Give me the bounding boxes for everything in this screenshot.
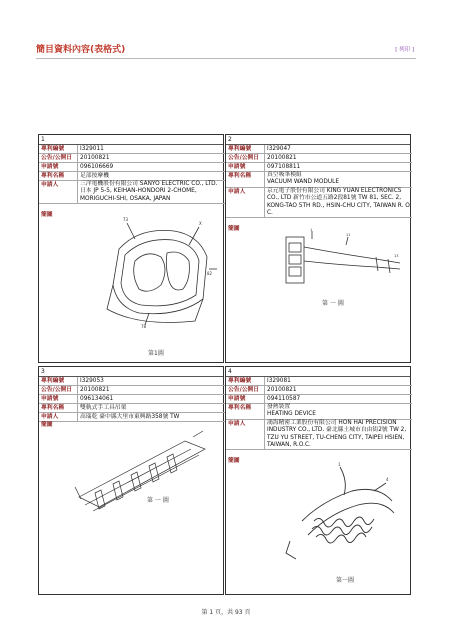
figure-caption: 第一圖 bbox=[336, 577, 355, 584]
svg-text:82: 82 bbox=[207, 271, 213, 276]
field-app-no: 申請號 096134061 bbox=[39, 395, 225, 404]
svg-text:X: X bbox=[199, 221, 202, 226]
patent-drawing-foot-massager[interactable] bbox=[99, 209, 219, 329]
record-index: 2 bbox=[228, 136, 232, 143]
patent-drawing-heating-device[interactable] bbox=[282, 461, 406, 565]
record-card-3 bbox=[38, 366, 224, 595]
figure-caption: 第 一 圖 bbox=[147, 497, 169, 504]
field-app-no: 申請號 096106669 bbox=[39, 163, 225, 172]
record-index: 3 bbox=[41, 368, 45, 375]
field-name: 專利名稱 真空吸筆模組 VACUUM WAND MODULE bbox=[226, 172, 412, 188]
patent-drawing-tool-rack[interactable] bbox=[73, 427, 213, 527]
image-label: 簡圖 bbox=[41, 422, 53, 428]
record-card-1 bbox=[38, 134, 224, 363]
field-name: 專利名稱 雙軌式手工具吊架 bbox=[39, 404, 225, 413]
figure-caption: 第1圖 bbox=[148, 350, 164, 357]
field-applicant: 申請人 三洋電機股份有限公司 SANYO ELECTRIC CO., LTD. 日本 JP 5-5, KEIHAN-HONDORI 2-CHOME, MORIGUCHI-SHI, OSAKA, JAPAN bbox=[39, 181, 225, 204]
patent-drawing-vacuum-wand[interactable] bbox=[276, 227, 406, 297]
field-pub-date: 公告/公開日 20100821 bbox=[226, 154, 412, 163]
patent-no-link[interactable]: I329081 bbox=[267, 378, 291, 384]
page-title: 簡目資料內容(表格式) bbox=[36, 45, 126, 55]
page-footer: 第 1 頁，共 93 頁 bbox=[201, 609, 251, 616]
record-card-4 bbox=[225, 366, 411, 595]
svg-text:11: 11 bbox=[346, 233, 351, 237]
patent-no-link[interactable]: I329047 bbox=[267, 146, 291, 152]
field-patent-no: 專利編號 I329053 bbox=[39, 377, 225, 386]
field-pub-date: 公告/公開日 20100821 bbox=[39, 386, 225, 395]
field-name: 專利名稱 足部按摩機 bbox=[39, 172, 225, 181]
svg-text:73: 73 bbox=[123, 217, 129, 222]
svg-text:78: 78 bbox=[141, 324, 147, 329]
svg-text:1: 1 bbox=[310, 228, 313, 232]
record-index: 4 bbox=[228, 368, 232, 375]
field-name: 專利名稱 發熱裝置 HEATING DEVICE bbox=[226, 404, 412, 420]
svg-text:13: 13 bbox=[394, 254, 399, 258]
image-label: 簡圖 bbox=[228, 458, 240, 464]
field-pub-date: 公告/公開日 20100821 bbox=[226, 386, 412, 395]
image-label: 簡圖 bbox=[228, 226, 240, 232]
field-app-no: 申請號 094110587 bbox=[226, 395, 412, 404]
svg-text:4: 4 bbox=[386, 477, 389, 482]
field-applicant: 申請人 鴻海精密工業股份有限公司 HON HAI PRECISION INDUSTRY CO., LTD. 臺北縣土城市自由街2號 TW 2, TZU YU STREET, TU-CHENG CITY, TAIPEI HSIEN, TAIWAN, R.O.C. bbox=[226, 420, 412, 451]
patent-no-link[interactable]: I329011 bbox=[80, 146, 104, 152]
print-link[interactable]: [ 列印 ] bbox=[395, 47, 414, 53]
patent-no-link[interactable]: I329053 bbox=[80, 378, 104, 384]
image-label: 簡圖 bbox=[41, 212, 53, 218]
records-grid bbox=[38, 134, 412, 596]
field-applicant: 申請人 高瑞乾 臺中縣大里市東興路358號 TW bbox=[39, 413, 225, 422]
title-divider bbox=[36, 58, 416, 59]
svg-text:1: 1 bbox=[338, 462, 341, 467]
field-app-no: 申請號 097108811 bbox=[226, 163, 412, 172]
record-card-2 bbox=[225, 134, 411, 363]
field-patent-no: 專利編號 I329081 bbox=[226, 377, 412, 386]
field-pub-date: 公告/公開日 20100821 bbox=[39, 154, 225, 163]
field-patent-no: 專利編號 I329047 bbox=[226, 145, 412, 154]
field-patent-no: 專利編號 I329011 bbox=[39, 145, 225, 154]
field-applicant: 申請人 京元電子股份有限公司 KING YUAN ELECTRONICS CO., LTD 新竹市公道五路2段81號 TW 81, SEC. 2, KONG-TAO 5TH RD., HSIN-CHU CITY, TAIWAN R. O. C. bbox=[226, 188, 412, 219]
figure-caption: 第 一 圖 bbox=[322, 300, 344, 307]
record-index: 1 bbox=[41, 136, 45, 143]
